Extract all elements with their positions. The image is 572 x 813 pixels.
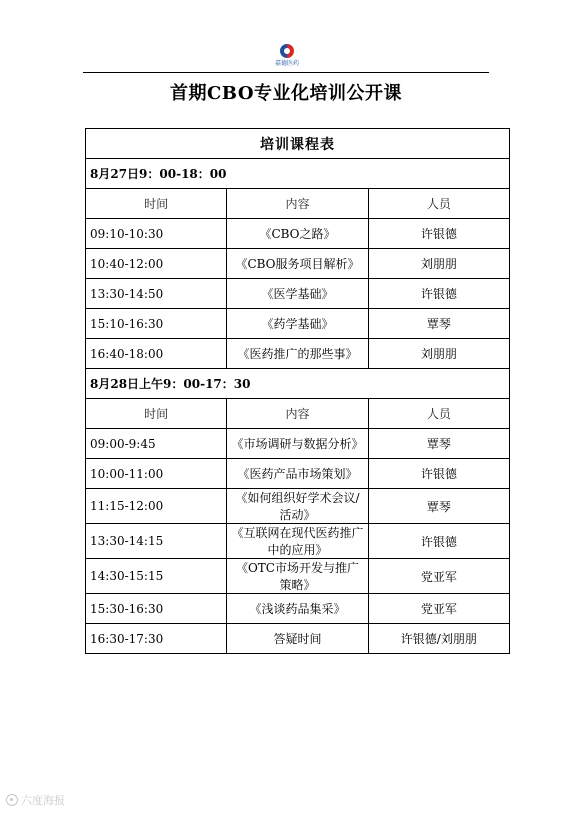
session-person: 刘朋朋	[368, 339, 509, 369]
session-content: 《市场调研与数据分析》	[227, 429, 368, 459]
table-row	[86, 309, 510, 339]
session-time: 15:30-16:30	[86, 594, 227, 624]
logo-icon	[280, 44, 294, 58]
session-person: 许银德	[368, 524, 509, 559]
session-person: 覃琴	[368, 429, 509, 459]
header-rule	[83, 72, 489, 73]
session-content: 《OTC市场开发与推广策略》	[227, 559, 368, 594]
session-content: 《互联网在现代医药推广中的应用》	[227, 524, 368, 559]
session-person: 许银德	[368, 279, 509, 309]
session-person: 覃琴	[368, 489, 509, 524]
session-time: 09:10-10:30	[86, 219, 227, 249]
session-content: 《医药产品市场策划》	[227, 459, 368, 489]
session-content: 《浅谈药品集采》	[227, 594, 368, 624]
table-row	[86, 249, 510, 279]
session-content: 《CBO服务项目解析》	[227, 249, 368, 279]
session-time: 14:30-15:15	[86, 559, 227, 594]
schedule-table	[85, 128, 510, 654]
table-row	[86, 339, 510, 369]
logo-text: 嘉德医药	[274, 60, 299, 67]
column-header-time: 时间	[86, 399, 227, 429]
table-row	[86, 219, 510, 249]
session-content: 《药学基础》	[227, 309, 368, 339]
session-person: 党亚军	[368, 594, 509, 624]
session-time: 11:15-12:00	[86, 489, 227, 524]
column-header-time: 时间	[86, 189, 227, 219]
session-time: 10:00-11:00	[86, 459, 227, 489]
watermark	[6, 792, 65, 808]
table-row	[86, 489, 510, 524]
column-header-person: 人员	[368, 399, 509, 429]
day-header: 8月27日9：00-18：00	[86, 159, 510, 189]
table-title: 培训课程表	[86, 129, 510, 159]
session-content: 《医学基础》	[227, 279, 368, 309]
session-time: 15:10-16:30	[86, 309, 227, 339]
table-row	[86, 624, 510, 654]
session-content: 答疑时间	[227, 624, 368, 654]
table-row	[86, 459, 510, 489]
session-time: 09:00-9:45	[86, 429, 227, 459]
column-header-person: 人员	[368, 189, 509, 219]
session-time: 13:30-14:50	[86, 279, 227, 309]
document-title: 首期CBO专业化培训公开课	[169, 83, 403, 104]
session-person: 覃琴	[368, 309, 509, 339]
session-content: 《医药推广的那些事》	[227, 339, 368, 369]
session-time: 10:40-12:00	[86, 249, 227, 279]
column-header-content: 内容	[227, 189, 368, 219]
watermark-text: 六度海报	[21, 794, 65, 807]
column-header-content: 内容	[227, 399, 368, 429]
table-row	[86, 429, 510, 459]
session-person: 许银德	[368, 459, 509, 489]
column-header-row	[86, 189, 510, 219]
session-person: 党亚军	[368, 559, 509, 594]
watermark-icon	[6, 794, 18, 806]
table-row	[86, 279, 510, 309]
day-header: 8月28日上午9：00-17：30	[86, 369, 510, 399]
session-person: 许银德/刘朋朋	[368, 624, 509, 654]
session-time: 13:30-14:15	[86, 524, 227, 559]
session-person: 刘朋朋	[368, 249, 509, 279]
table-row	[86, 594, 510, 624]
session-time: 16:30-17:30	[86, 624, 227, 654]
session-content: 《如何组织好学术会议/活动》	[227, 489, 368, 524]
session-person: 许银德	[368, 219, 509, 249]
table-row	[86, 559, 510, 594]
table-row	[86, 524, 510, 559]
company-logo	[272, 44, 302, 70]
session-content: 《CBO之路》	[227, 219, 368, 249]
session-time: 16:40-18:00	[86, 339, 227, 369]
column-header-row	[86, 399, 510, 429]
